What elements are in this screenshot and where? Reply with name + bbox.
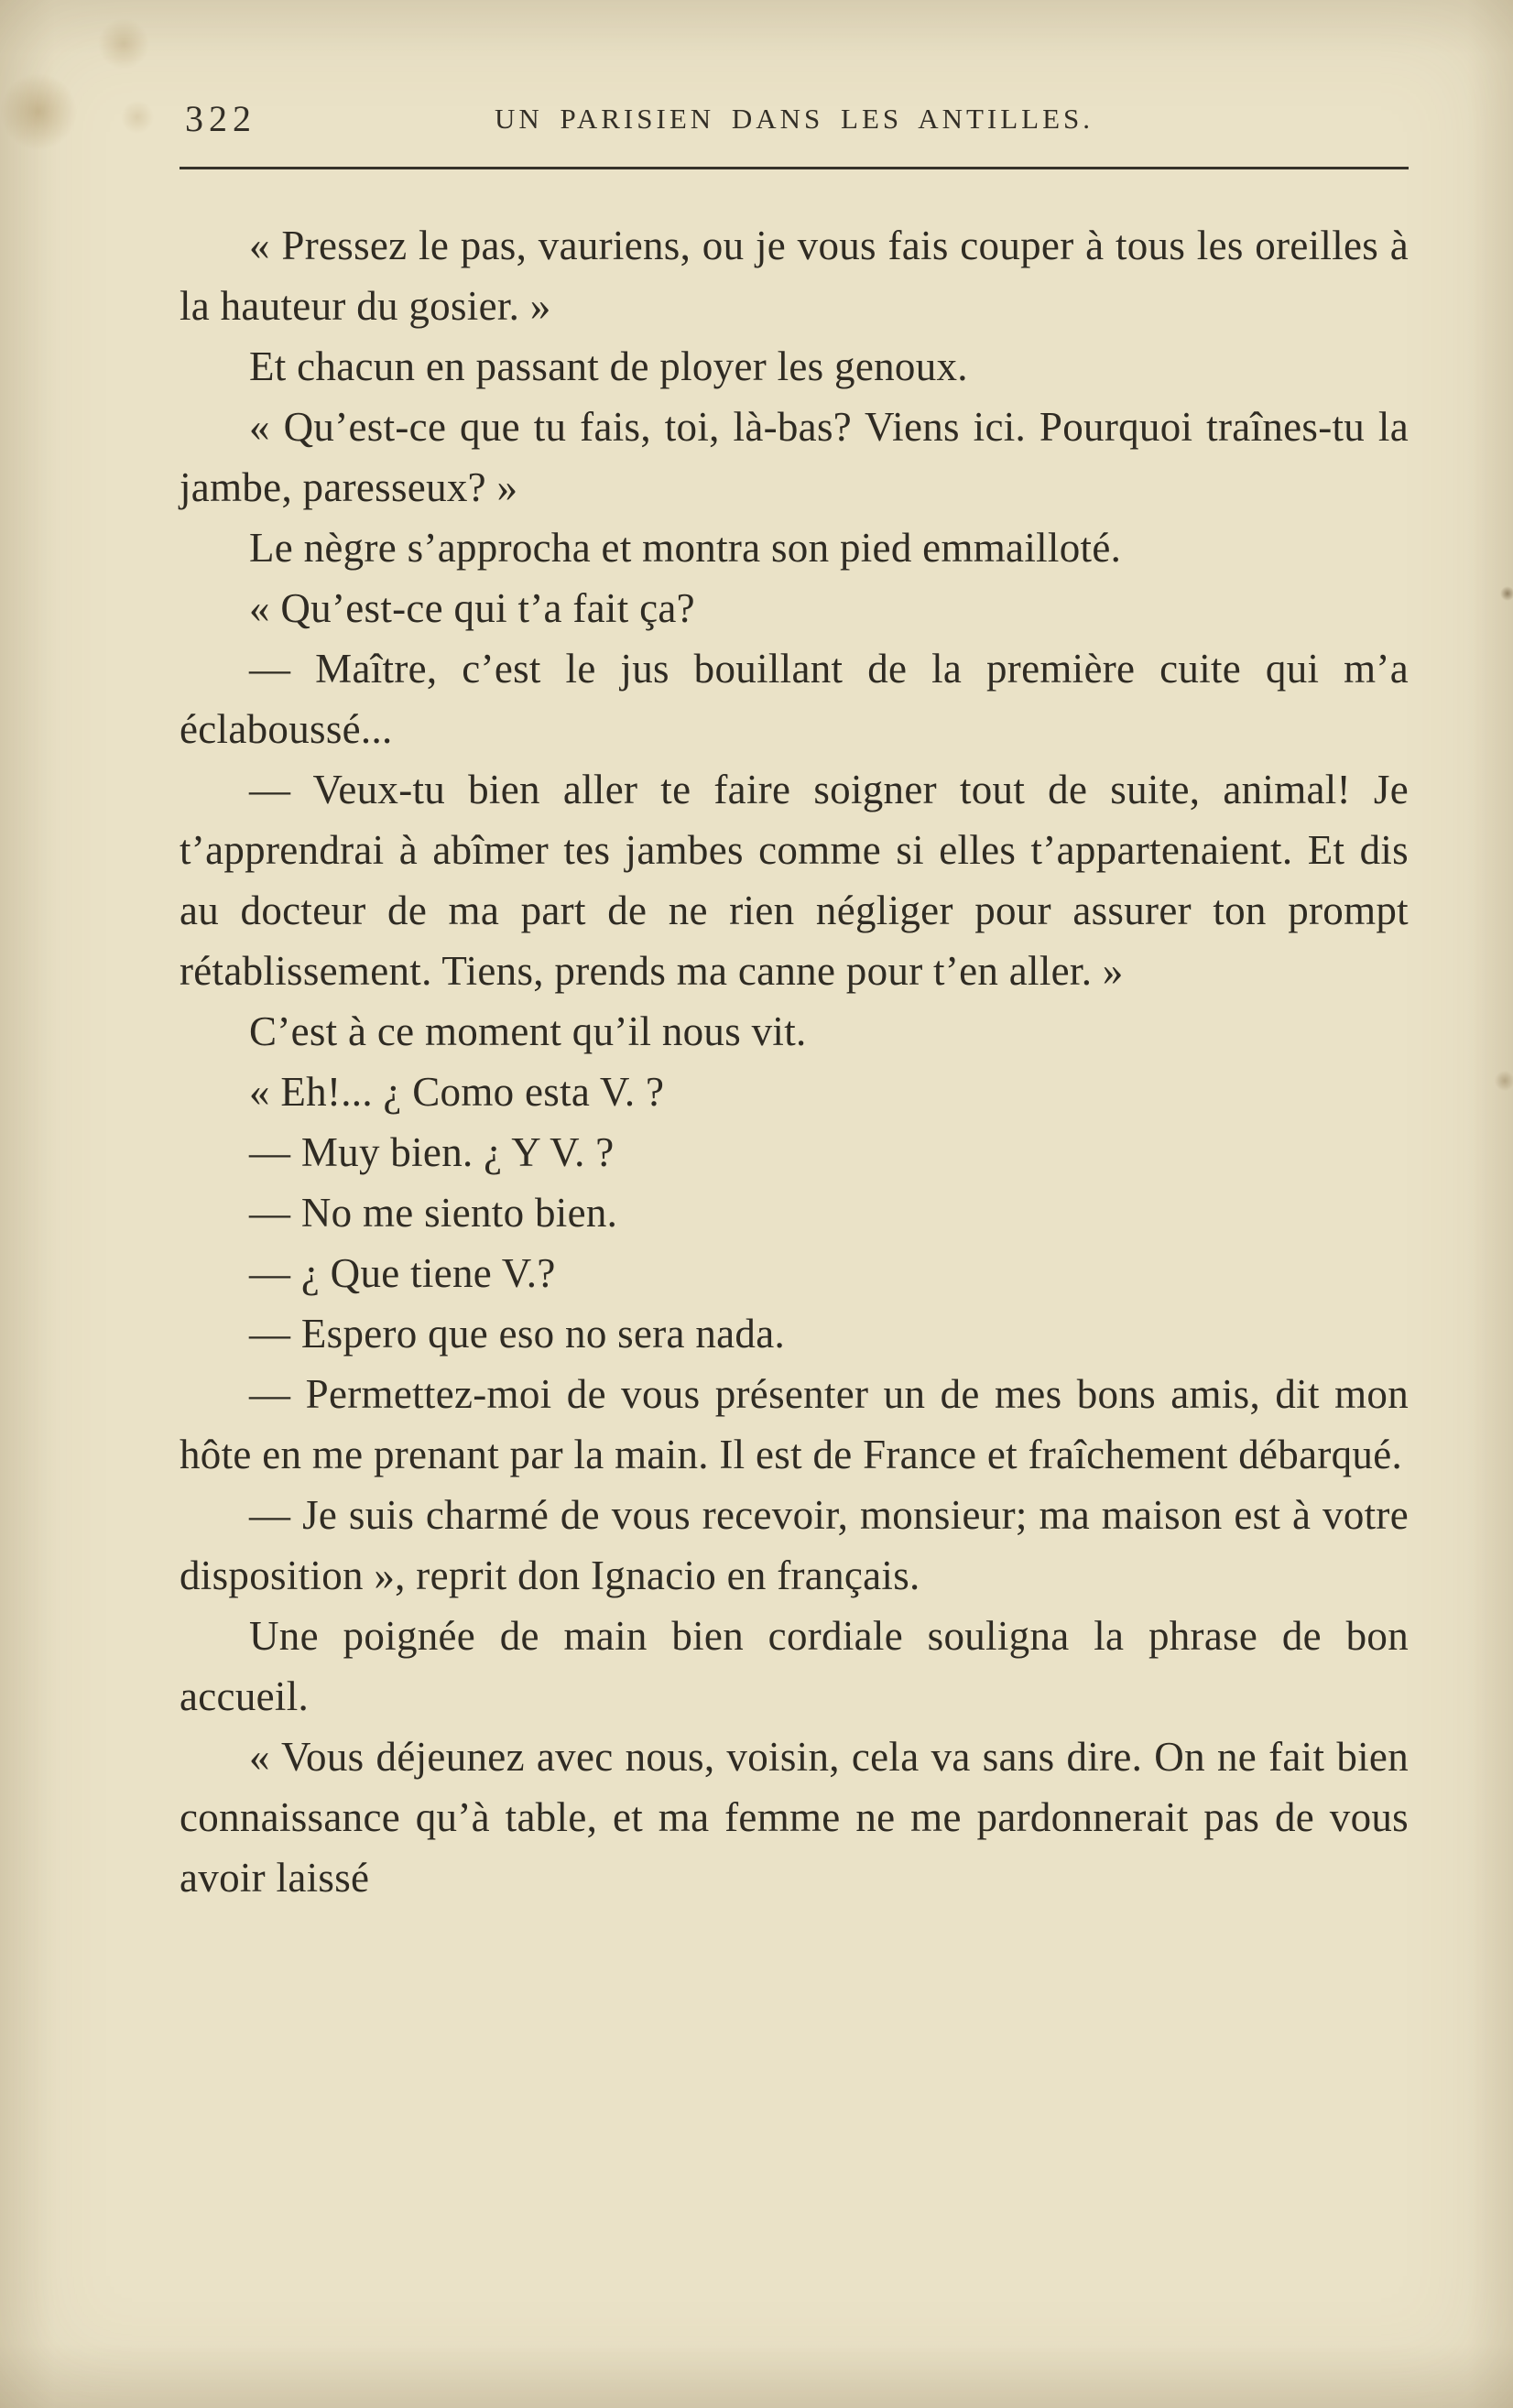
paragraph: Une poignée de main bien cordiale souligna la phrase de bon accueil. [180,1613,1409,1719]
paragraph: C’est à ce moment qu’il nous vit. [249,1008,807,1054]
page-number: 322 [185,98,256,139]
paragraph: « Qu’est-ce que tu fais, toi, là-bas? Viens ici. Pourquoi traînes-tu la jambe, paresseux? » [180,404,1409,510]
paragraph: — ¿ Que tiene V.? [249,1250,556,1296]
paragraph: « Pressez le pas, vauriens, ou je vous fais couper à tous les oreilles à la hauteur du gosier. » [180,223,1409,329]
paragraph: — Espero que eso no sera nada. [249,1311,786,1357]
text-column [180,95,1409,1908]
paragraph: — Muy bien. ¿ Y V. ? [249,1129,615,1175]
paragraph: Et chacun en passant de ployer les genoux. [249,343,968,389]
page-header [180,95,1409,154]
paragraph: — No me siento bien. [249,1190,618,1236]
paragraph: « Eh!... ¿ Como esta V. ? [249,1069,665,1115]
paragraph: — Maître, c’est le jus bouillant de la première cuite qui m’a éclaboussé... [180,646,1409,752]
paragraph: « Qu’est-ce qui t’a fait ça? [249,585,695,631]
paragraph: « Vous déjeunez avec nous, voisin, cela va sans dire. On ne fait bien connaissance qu’à table, et ma femme ne me pardonnerait pas de vous avoir laissé [180,1734,1409,1901]
paragraph: Le nègre s’approcha et montra son pied emmailloté. [249,525,1122,571]
running-title: UN PARISIEN DANS LES ANTILLES. [494,103,1094,135]
body-text [180,215,1409,1908]
paragraph: — Permettez-moi de vous présenter un de mes bons amis, dit mon hôte en me prenant par la main. Il est de France et fraîchement débarqué. [180,1371,1409,1477]
paragraph: — Je suis charmé de vous recevoir, monsieur; ma maison est à votre disposition », reprit don Ignacio en français. [180,1492,1409,1598]
paragraph: — Veux-tu bien aller te faire soigner tout de suite, animal! Je t’apprendrai à abîmer tes jambes comme si elles t’appartenaient. Et dis au docteur de ma part de ne rien négliger pour assurer ton prompt rétablissement. Tiens, prends ma canne pour t’en aller. » [180,767,1409,994]
header-rule [180,167,1409,169]
